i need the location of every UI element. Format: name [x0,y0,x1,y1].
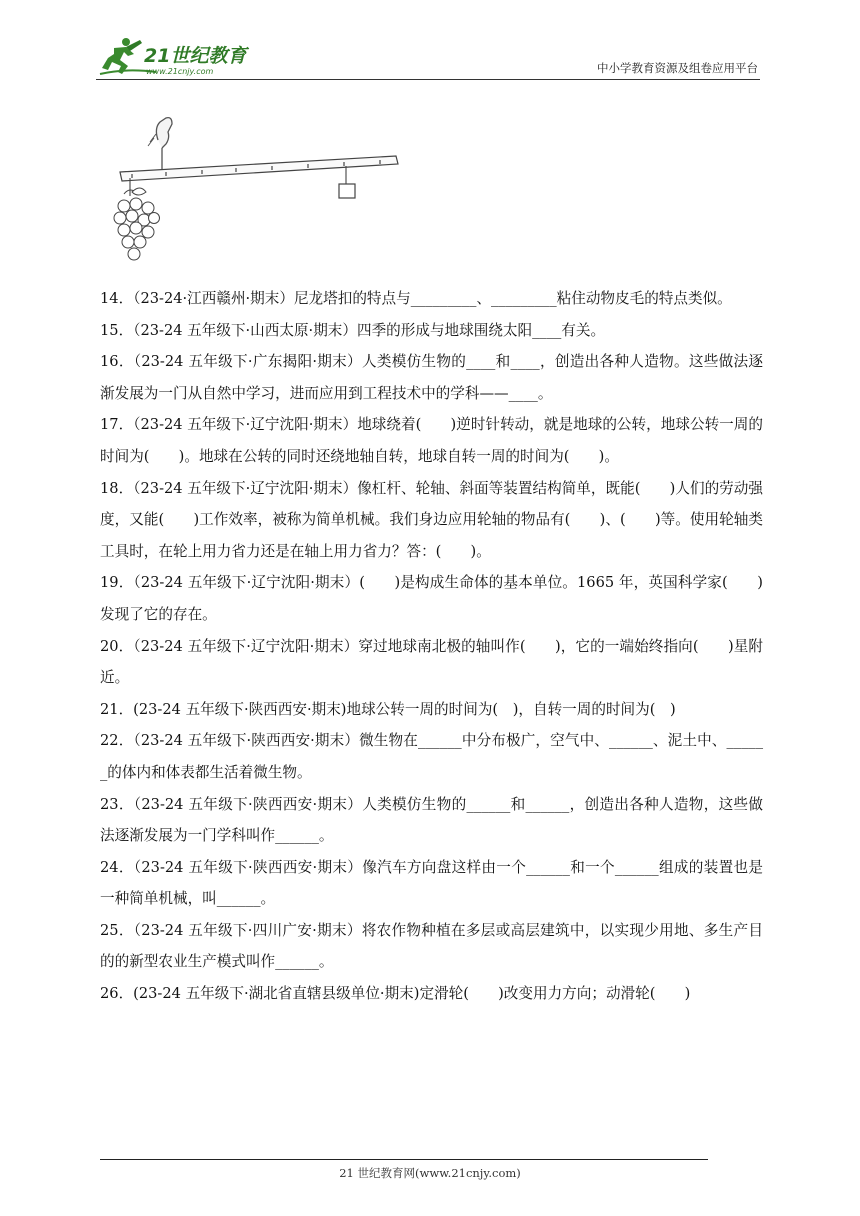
question-21: 21．(23-24 五年级下·陕西西安·期末)地球公转一周的时间为( )，自转一周的时间为( ) [100,700,676,718]
question-24: 24．（23-24 五年级下·陕西西安·期末）像汽车方向盘这样由一个______和一个______组成的装置也是一种简单机械，叫______。 [100,858,763,908]
platform-name: 中小学教育资源及组卷应用平台 [597,61,758,75]
footer-divider [100,1159,708,1160]
lever-balance-with-grapes-and-weight-icon [110,114,406,272]
question-18: 18．（23-24 五年级下·辽宁沈阳·期末）像杠杆、轮轴、斜面等装置结构简单，既能( )人们的劳动强度，又能( )工作效率，被称为简单机械。我们身边应用轮轴的物品有( )、( )等。使用轮轴类工具时，在轮上用力省力还是在轴上用力省力？答：( )。 [100,479,763,560]
question-15: 15．（23-24 五年级下·山西太原·期末）四季的形成与地球围绕太阳____有关。 [100,321,606,339]
question-26: 26．(23-24 五年级下·湖北省直辖县级单位·期末)定滑轮( )改变用力方向；动滑轮( ) [100,985,691,1003]
question-23: 23．（23-24 五年级下·陕西西安·期末）人类模仿生物的______和______，创造出各种人造物，这些做法逐渐发展为一门学科叫作______。 [100,795,763,845]
question-list [100,283,763,1010]
page-header [96,34,760,80]
header-divider [96,79,760,80]
question-22: 22．（23-24 五年级下·陕西西安·期末）微生物在______中分布极广，空气中、______、泥土中、______的体内和体表都生活着微生物。 [100,732,763,781]
svg-text:21世纪教育: 21世纪教育 [144,45,247,67]
page-footer: 21 世纪教育网(www.21cnjy.com) [339,1166,521,1180]
lever-figure [110,114,406,272]
question-25: 25．（23-24 五年级下·四川广安·期末）将农作物种植在多层或高层建筑中，以实现少用地、多生产目的的新型农业生产模式叫作______。 [100,921,763,971]
site-logo [96,34,266,80]
svg-text:www.21cnjy.com: www.21cnjy.com [146,67,214,76]
question-17: 17．（23-24 五年级下·辽宁沈阳·期末）地球绕着( )逆时针转动，就是地球的公转，地球公转一周的时间为( )。地球在公转的同时还绕地轴自转，地球自转一周的时间为( )。 [100,416,763,465]
question-16: 16．（23-24 五年级下·广东揭阳·期末）人类模仿生物的____和____，创造出各种人造物。这些做法逐渐发展为一门从自然中学习，进而应用到工程技术中的学科——____。 [100,353,763,402]
question-14: 14．（23-24·江西赣州·期末）尼龙塔扣的特点与_________、_________粘住动物皮毛的特点类似。 [100,290,732,307]
question-20: 20．（23-24 五年级下·辽宁沈阳·期末）穿过地球南北极的轴叫作( )，它的一端始终指向( )星附近。 [100,637,763,687]
question-19: 19．（23-24 五年级下·辽宁沈阳·期末）( )是构成生命体的基本单位。1665 年，英国科学家( )发现了它的存在。 [100,574,763,623]
runner-logo-icon [96,34,266,80]
